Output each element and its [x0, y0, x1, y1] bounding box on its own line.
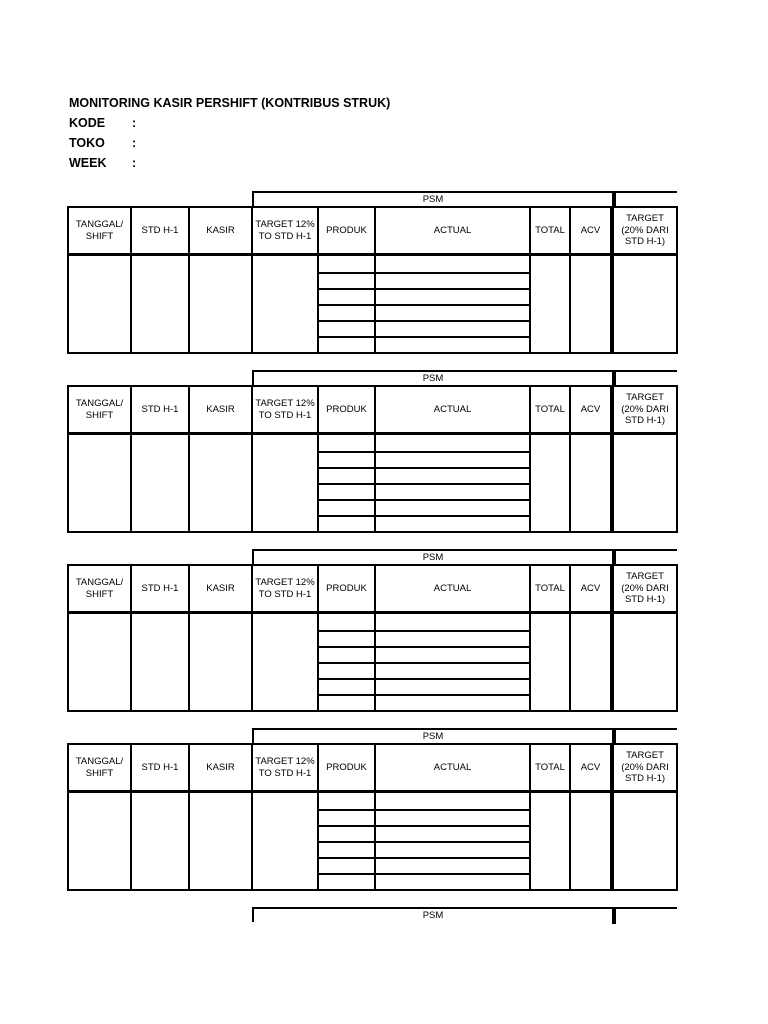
psm-group-header	[252, 728, 677, 743]
produk-row-divider	[317, 694, 531, 696]
monitoring-table	[67, 385, 678, 533]
table-header-separator	[67, 432, 678, 435]
column-header-target-20: TARGET (20% DARI STD H-1)	[621, 571, 669, 606]
produk-row-divider	[317, 825, 531, 827]
column-header-total: TOTAL	[535, 761, 565, 773]
column-header-tanggal-shift: TANGGAL/ SHIFT	[75, 219, 124, 242]
produk-row-divider	[317, 873, 531, 875]
psm-group-header	[252, 907, 677, 922]
column-header-actual: ACTUAL	[433, 224, 472, 236]
field-kode-label: KODE	[69, 116, 106, 130]
psm-label: PSM	[422, 373, 444, 384]
monitoring-table	[67, 564, 678, 712]
column-header-tanggal-shift: TANGGAL/ SHIFT	[75, 756, 124, 779]
produk-row-divider	[317, 499, 531, 501]
field-week-colon: :	[132, 156, 137, 170]
produk-row-divider	[317, 841, 531, 843]
column-divider	[676, 743, 678, 891]
psm-label: PSM	[422, 731, 444, 742]
field-toko-label: TOKO	[69, 136, 105, 150]
column-header-produk: PRODUK	[326, 403, 367, 415]
column-header-actual: ACTUAL	[433, 582, 472, 594]
column-header-kasir: KASIR	[206, 761, 235, 773]
document-title: MONITORING KASIR PERSHIFT (KONTRIBUS STRUK)	[69, 96, 391, 110]
produk-row-divider	[317, 809, 531, 811]
column-header-actual: ACTUAL	[433, 403, 472, 415]
table-bottom-border	[67, 710, 678, 712]
table-bottom-border	[67, 531, 678, 533]
column-header-produk: PRODUK	[326, 761, 367, 773]
column-header-acv: ACV	[580, 403, 601, 415]
column-header-std-h1: STD H-1	[141, 403, 179, 415]
psm-label: PSM	[422, 910, 444, 921]
table-bottom-border	[67, 889, 678, 891]
produk-row-divider	[317, 288, 531, 290]
produk-row-divider	[317, 515, 531, 517]
column-header-total: TOTAL	[535, 224, 565, 236]
column-header-target-12: TARGET 12% TO STD H-1	[255, 398, 315, 421]
column-header-total: TOTAL	[535, 582, 565, 594]
column-header-acv: ACV	[580, 582, 601, 594]
column-header-actual: ACTUAL	[433, 761, 472, 773]
psm-group-header	[252, 370, 677, 385]
psm-divider	[612, 907, 616, 924]
column-header-kasir: KASIR	[206, 224, 235, 236]
monitoring-table	[67, 206, 678, 354]
psm-group-header	[252, 191, 677, 206]
produk-row-divider	[317, 451, 531, 453]
produk-row-divider	[317, 336, 531, 338]
field-kode-colon: :	[132, 116, 137, 130]
column-divider	[676, 385, 678, 533]
column-header-kasir: KASIR	[206, 582, 235, 594]
produk-row-divider	[317, 646, 531, 648]
column-header-target-20: TARGET (20% DARI STD H-1)	[621, 213, 669, 248]
field-kode	[69, 113, 390, 133]
field-toko-colon: :	[132, 136, 137, 150]
table-header-separator	[67, 253, 678, 256]
table-header-separator	[67, 611, 678, 614]
monitoring-table	[67, 743, 678, 891]
column-header-std-h1: STD H-1	[141, 761, 179, 773]
produk-row-divider	[317, 662, 531, 664]
column-divider	[676, 564, 678, 712]
field-week-label: WEEK	[69, 156, 107, 170]
column-header-std-h1: STD H-1	[141, 582, 179, 594]
column-header-total: TOTAL	[535, 403, 565, 415]
psm-group-header	[252, 549, 677, 564]
produk-row-divider	[317, 630, 531, 632]
produk-row-divider	[317, 272, 531, 274]
produk-row-divider	[317, 320, 531, 322]
produk-row-divider	[317, 857, 531, 859]
produk-row-divider	[317, 483, 531, 485]
column-header-target-20: TARGET (20% DARI STD H-1)	[621, 392, 669, 427]
column-header-acv: ACV	[580, 761, 601, 773]
psm-label: PSM	[422, 552, 444, 563]
column-header-kasir: KASIR	[206, 403, 235, 415]
field-toko	[69, 133, 390, 153]
document-header	[69, 93, 390, 173]
psm-label: PSM	[422, 194, 444, 205]
column-header-tanggal-shift: TANGGAL/ SHIFT	[75, 577, 124, 600]
column-header-std-h1: STD H-1	[141, 224, 179, 236]
column-header-produk: PRODUK	[326, 224, 367, 236]
column-header-target-12: TARGET 12% TO STD H-1	[255, 577, 315, 600]
column-header-tanggal-shift: TANGGAL/ SHIFT	[75, 398, 124, 421]
produk-row-divider	[317, 467, 531, 469]
produk-row-divider	[317, 304, 531, 306]
table-bottom-border	[67, 352, 678, 354]
produk-row-divider	[317, 678, 531, 680]
column-divider	[676, 206, 678, 354]
column-header-acv: ACV	[580, 224, 601, 236]
column-header-produk: PRODUK	[326, 582, 367, 594]
column-header-target-12: TARGET 12% TO STD H-1	[255, 756, 315, 779]
column-header-target-12: TARGET 12% TO STD H-1	[255, 219, 315, 242]
column-header-target-20: TARGET (20% DARI STD H-1)	[621, 750, 669, 785]
field-week	[69, 153, 390, 173]
table-header-separator	[67, 790, 678, 793]
